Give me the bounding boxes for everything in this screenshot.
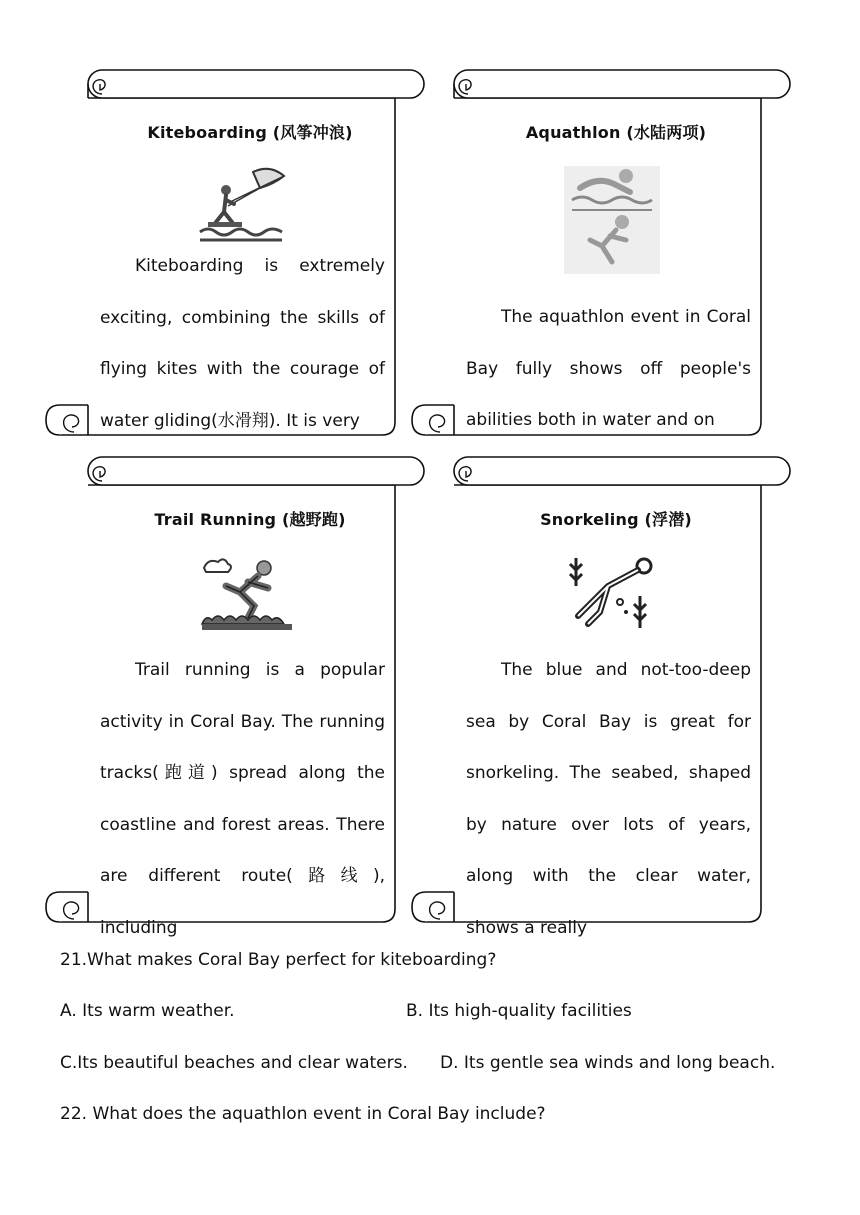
- question-21: 21.What makes Coral Bay perfect for kiteboarding?: [60, 950, 497, 970]
- option-21-b: B. Its high-quality facilities: [406, 1001, 632, 1021]
- card-body: The aquathlon event in Coral Bay fully shows off people's abilities both in water and on: [466, 307, 751, 430]
- card-title: Trail Running (越野跑): [154, 510, 346, 529]
- trail-running-icon: [198, 552, 298, 634]
- card-body: The blue and not-too-deep sea by Coral Bay is great for snorkeling. The seabed, shaped by nature over lots of years, along with the clear water, shows a really: [466, 660, 751, 938]
- card-title: Aquathlon (水陆两项): [525, 123, 707, 142]
- card-kiteboarding: [60, 70, 425, 435]
- option-21-a: A. Its warm weather.: [60, 1001, 235, 1021]
- question-22: 22. What does the aquathlon event in Coral Bay include?: [60, 1104, 546, 1124]
- kiteboarding-icon: [198, 162, 298, 244]
- card-body: Kiteboarding is extremely exciting, combining the skills of flying kites with the courage of water gliding(水滑翔). It is very: [100, 256, 385, 431]
- option-21-d: D. Its gentle sea winds and long beach.: [440, 1053, 776, 1073]
- card-trail-running: [60, 457, 425, 938]
- card-aquathlon: [426, 70, 791, 435]
- card-title: Kiteboarding (风筝冲浪): [147, 123, 353, 142]
- option-21-c: C.Its beautiful beaches and clear waters.: [60, 1053, 408, 1073]
- card-snorkeling: [426, 457, 791, 938]
- card-title: Snorkeling (浮潜): [540, 510, 692, 529]
- aquathlon-icon: [564, 166, 664, 276]
- card-body: Trail running is a popular activity in Coral Bay. The running tracks(跑道) spread along the coastline and forest areas. There are different route(路线), including: [100, 660, 385, 938]
- snorkeling-icon: [564, 552, 664, 634]
